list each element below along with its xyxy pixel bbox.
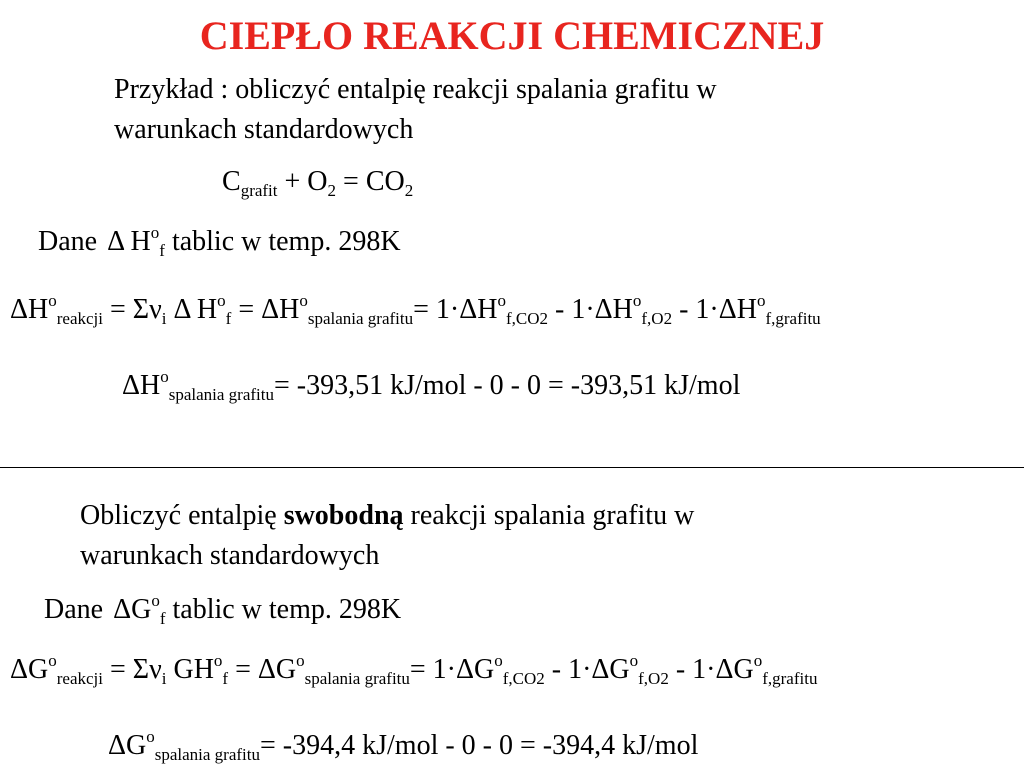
given-data-gibbs: Dane $\Delta G^o_f$ tablic w temp. 298K <box>44 591 402 628</box>
bold-term: swobodną <box>283 500 404 531</box>
gibbs-formula: $\Delta G^o_{reakcji} = \Sigma\nu_i$ $GH^o_f = \Delta G^o_{spalania grafitu}= 1\cdot\Delta G^o_{f,CO2} - 1\cdot\Delta G^o_{f,O2} - 1\cdot\Delta G^o_{f,grafitu}$ <box>10 651 818 688</box>
given-data-enthalpy: Dane Δ $H^o_f$ tablic w temp. 298K <box>38 223 401 260</box>
reaction-equation: $C_{grafit} + O_2 = CO_2$ <box>222 166 414 200</box>
free-enthalpy-intro-line-2: warunkach standardowych <box>80 540 380 571</box>
intro-line-1: Przykład : obliczyć entalpię reakcji spalania grafitu w <box>114 74 717 105</box>
section-divider <box>0 467 1024 468</box>
free-enthalpy-intro-line-1: Obliczyć entalpię swobodną reakcji spalania grafitu w <box>80 500 695 531</box>
page-title: CIEPŁO REAKCJI CHEMICZNEJ <box>199 13 825 58</box>
enthalpy-result: $\Delta H^o_{spalania grafitu}= -393,51$ kJ/mol - 0 - 0 = -393,51 kJ/mol <box>122 367 741 404</box>
enthalpy-formula: $\Delta H^o_{reakcji} = \Sigma\nu_i$ Δ $H^o_f = \Delta H^o_{spalania grafitu}= 1\cdot\Delta H^o_{f,CO2} - 1\cdot\Delta H^o_{f,O2} - 1\cdot\Delta H^o_{f,grafitu}$ <box>10 291 821 328</box>
intro-line-2: warunkach standardowych <box>114 114 414 145</box>
gibbs-result: $\Delta G^o_{spalania grafitu}= -394,4$ kJ/mol - 0 - 0 = -394,4 kJ/mol <box>108 727 699 764</box>
